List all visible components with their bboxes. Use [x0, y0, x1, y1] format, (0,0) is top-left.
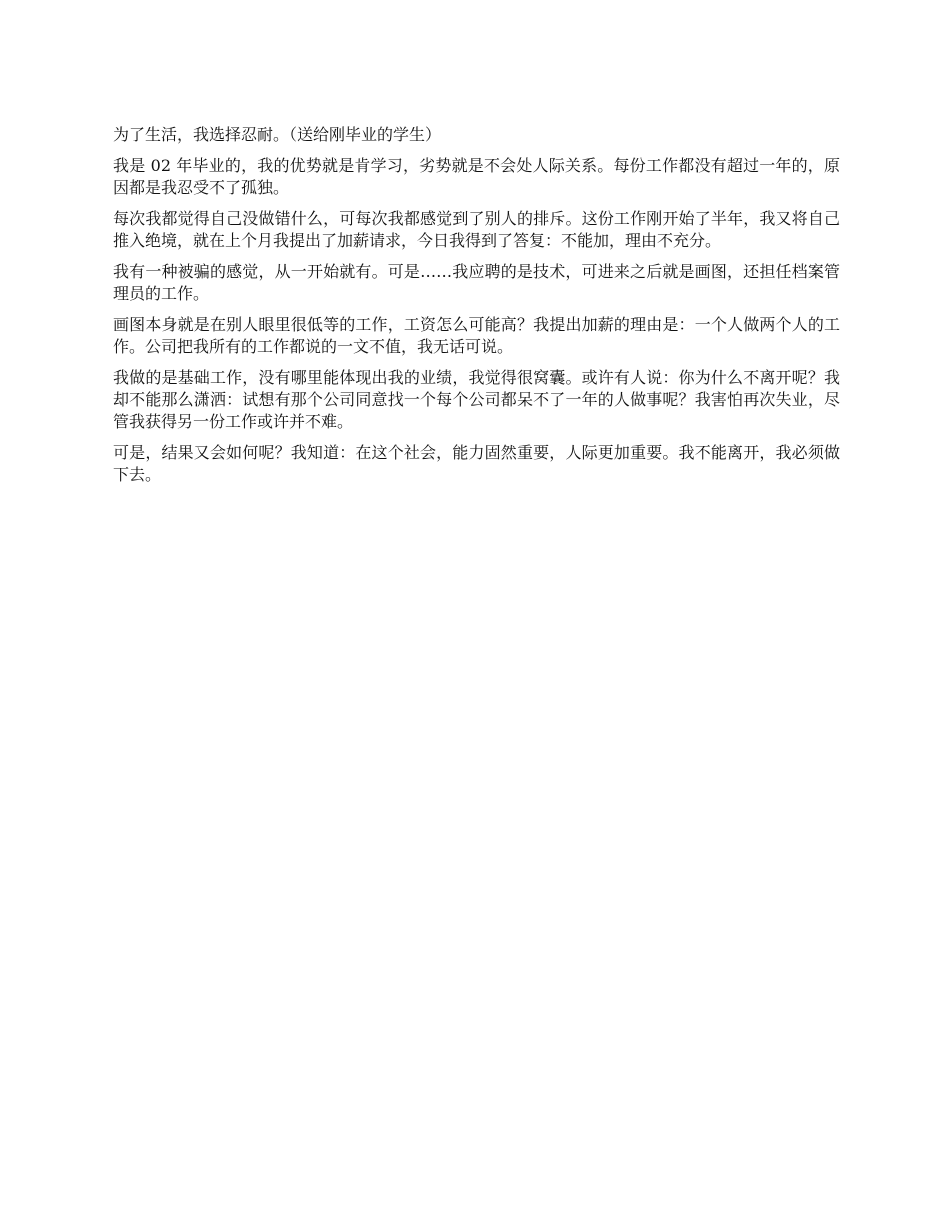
paragraph-4: 画图本身就是在别人眼里很低等的工作，工资怎么可能高？我提出加薪的理由是：一个人做两个人的工作。公司把我所有的工作都说的一文不值，我无话可说。: [113, 315, 840, 356]
paragraph-3: 我有一种被骗的感觉，从一开始就有。可是……我应聘的是技术，可进来之后就是画图，还担任档案管理员的工作。: [113, 262, 840, 303]
document-page: [113, 124, 840, 495]
document-title: 为了生活，我选择忍耐。（送给刚毕业的学生）: [113, 125, 442, 144]
paragraph-6: 可是，结果又会如何呢？我知道：在这个社会，能力固然重要，人际更加重要。我不能离开，我必须做下去。: [113, 443, 840, 484]
paragraph-1: 我是 02 年毕业的，我的优势就是肯学习，劣势就是不会处人际关系。每份工作都没有超过一年的，原因都是我忍受不了孤独。: [113, 156, 840, 197]
paragraph-5: 我做的是基础工作，没有哪里能体现出我的业绩，我觉得很窝囊。或许有人说：你为什么不离开呢？我却不能那么潇洒：试想有那个公司同意找一个每个公司都呆不了一年的人做事呢？我害怕再次失业，尽管我获得另一份工作或许并不难。: [113, 368, 840, 431]
paragraph-2: 每次我都觉得自己没做错什么，可每次我都感觉到了别人的排斥。这份工作刚开始了半年，我又将自己推入绝境，就在上个月我提出了加薪请求，今日我得到了答复：不能加，理由不充分。: [113, 209, 840, 250]
